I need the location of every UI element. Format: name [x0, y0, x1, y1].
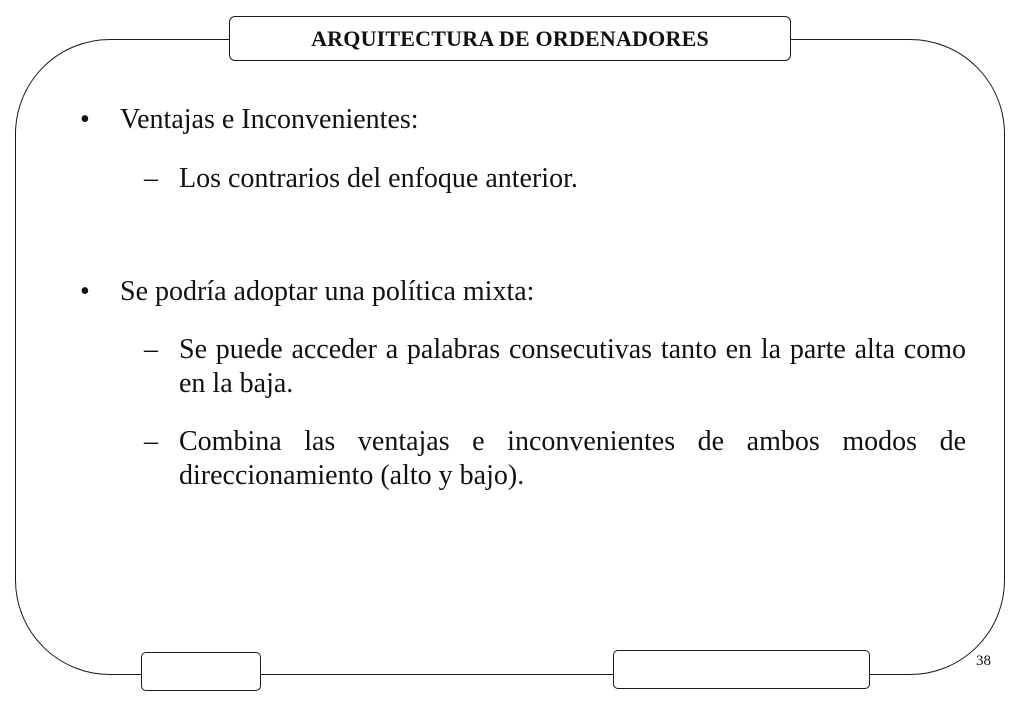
footer-box-left	[141, 652, 261, 691]
page-number: 38	[976, 653, 991, 669]
subitem-text: Combina las ventajas e inconvenientes de ambos modos de direccionamiento (alto y bajo).	[179, 426, 966, 491]
bullet-marker: •	[80, 104, 90, 135]
dash-marker: –	[144, 334, 158, 365]
dash-marker: –	[144, 426, 158, 457]
section-heading-mixed-policy: Se podría adoptar una política mixta:	[120, 276, 535, 307]
bullet-marker: •	[80, 276, 90, 307]
subitem-text: Los contrarios del enfoque anterior.	[179, 163, 578, 194]
footer-box-right	[613, 650, 870, 689]
section-heading-advantages: Ventajas e Inconvenientes:	[120, 104, 419, 135]
page-title: ARQUITECTURA DE ORDENADORES	[311, 25, 709, 51]
dash-marker: –	[144, 163, 158, 194]
subitem-text: Se puede acceder a palabras consecutivas tanto en la parte alta como en la baja.	[179, 334, 966, 399]
